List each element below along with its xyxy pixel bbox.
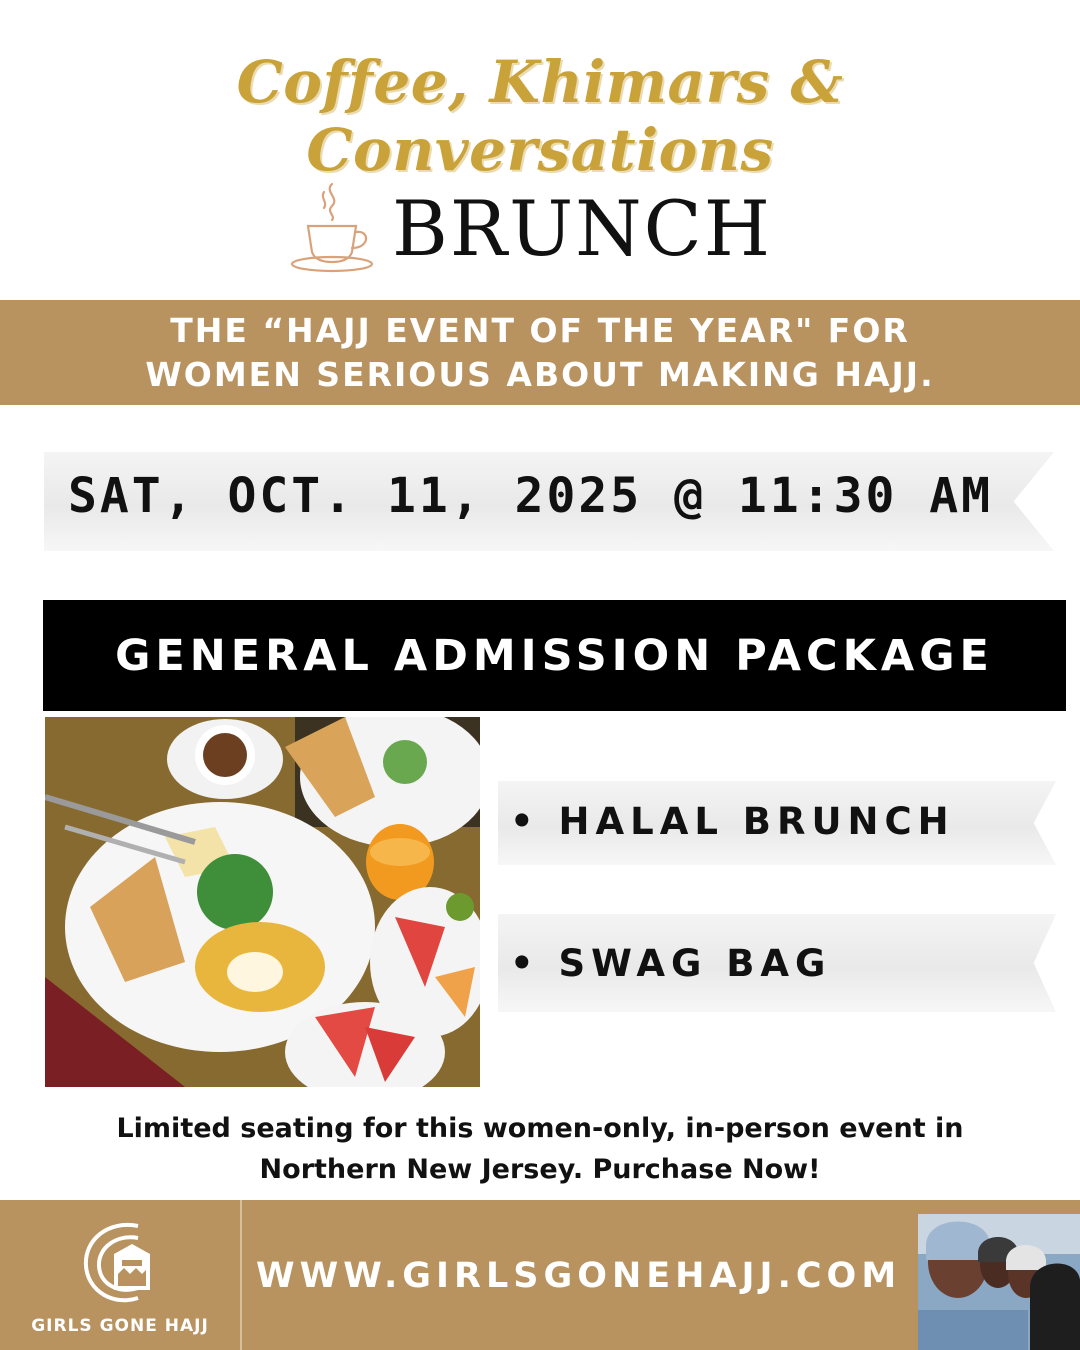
package-title-bar: [43, 600, 1066, 711]
tagline-line-2: WOMEN SERIOUS ABOUT MAKING HAJJ.: [145, 354, 935, 394]
script-title: Coffee, Khimars & Conversations: [236, 48, 844, 184]
seating-note: [40, 1108, 1040, 1190]
footer-divider: [240, 1200, 242, 1350]
package-title: GENERAL ADMISSION PACKAGE: [115, 630, 994, 681]
footer-band: [0, 1200, 1080, 1350]
brunch-heading: [0, 176, 1080, 276]
coffee-cup-icon: [286, 178, 382, 274]
brunch-food-photo: [45, 717, 480, 1087]
logo-text: GIRLS GONE HAJJ: [31, 1316, 209, 1336]
tagline-line-1: THE “HAJJ EVENT OF THE YEAR" FOR: [170, 310, 910, 350]
seating-note-line-2: Northern New Jersey. Purchase Now!: [259, 1154, 821, 1185]
package-item-swag-bag: • SWAG BAG: [510, 942, 832, 985]
seating-note-line-1: Limited seating for this women-only, in-person event in: [116, 1113, 964, 1144]
website-link[interactable]: WWW.GIRLSGONEHAJJ.COM: [256, 1256, 902, 1296]
team-selfie-photo: [918, 1214, 1080, 1350]
package-item-halal-brunch: • HALAL BRUNCH: [510, 800, 955, 843]
brunch-word: BRUNCH: [392, 184, 773, 273]
girls-gone-hajj-logo-icon: [78, 1218, 164, 1308]
tagline-band: [0, 300, 1080, 405]
event-date-time: SAT, OCT. 11, 2025 @ 11:30 AM: [68, 468, 994, 524]
